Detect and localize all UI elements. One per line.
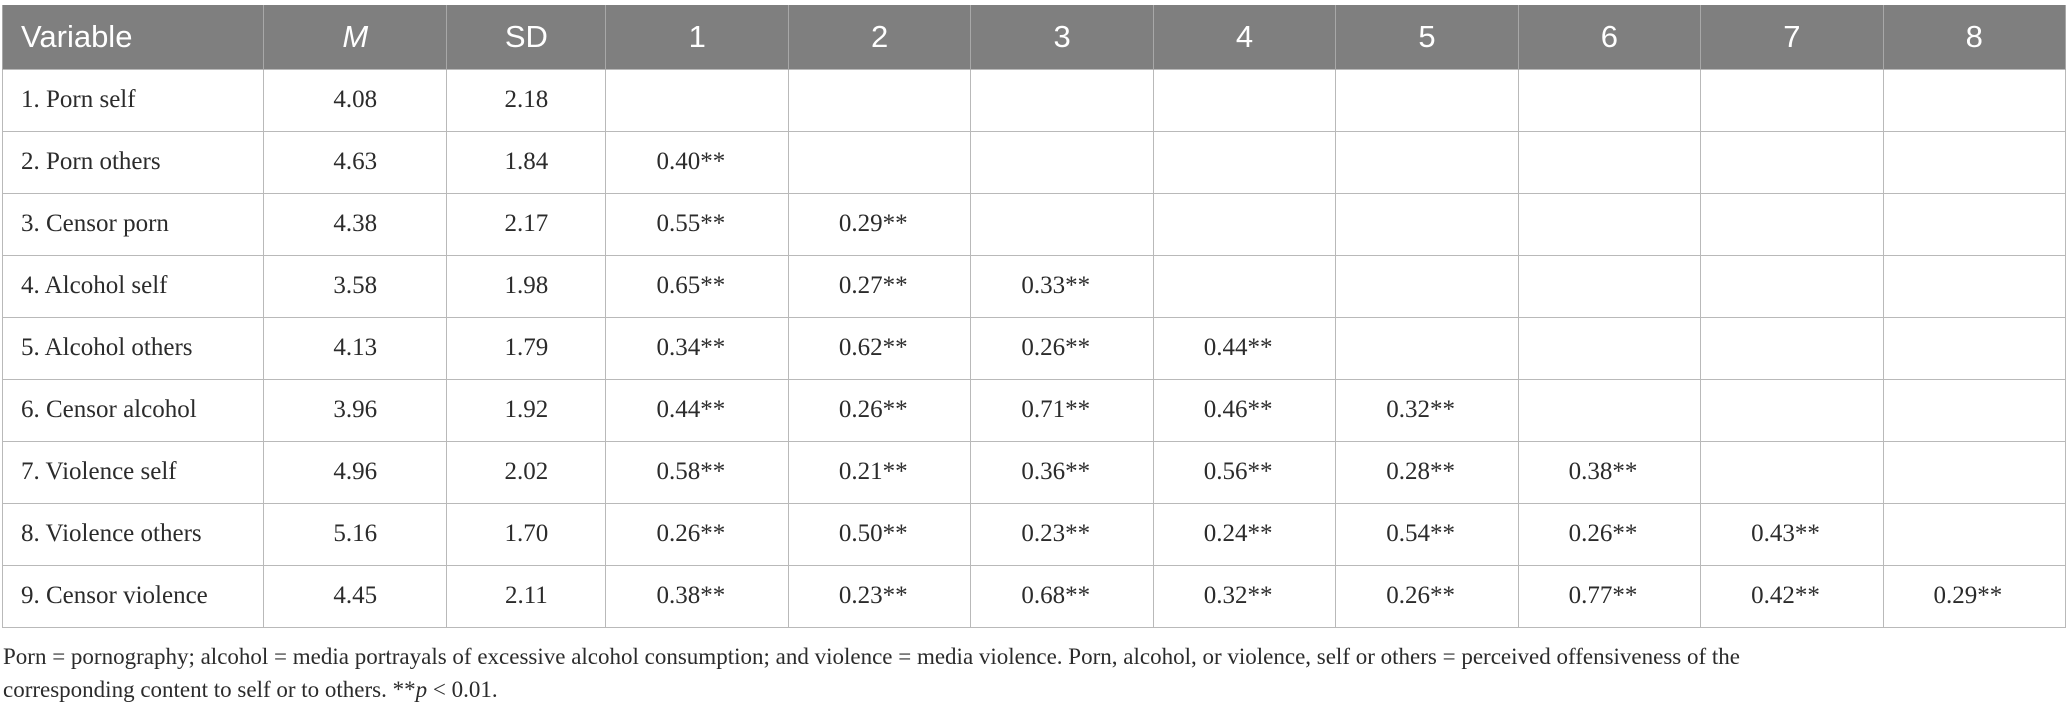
table-row (3, 317, 2066, 379)
correlation-cell: 0.26** (788, 379, 970, 441)
sd-cell: 2.02 (447, 441, 606, 503)
correlation-cell: 0.24** (1153, 503, 1335, 565)
correlation-cell (971, 69, 1153, 131)
correlation-cell: 0.40** (606, 131, 788, 193)
correlation-cell (1518, 131, 1700, 193)
mean-cell: 4.96 (264, 441, 447, 503)
correlation-cell (1153, 131, 1335, 193)
column-header-sd: SD (447, 5, 606, 69)
correlation-cell (1336, 317, 1518, 379)
correlation-cell (1701, 255, 1883, 317)
sd-cell: 1.84 (447, 131, 606, 193)
table-row (3, 441, 2066, 503)
correlation-cell: 0.23** (788, 565, 970, 627)
correlation-cell: 0.62** (788, 317, 970, 379)
column-header-6: 6 (1518, 5, 1700, 69)
mean-cell: 4.08 (264, 69, 447, 131)
correlation-cell: 0.54** (1336, 503, 1518, 565)
mean-cell: 4.45 (264, 565, 447, 627)
table-row (3, 565, 2066, 627)
correlation-cell: 0.71** (971, 379, 1153, 441)
variable-cell: 7. Violence self (3, 441, 264, 503)
column-header-m: M (264, 5, 447, 69)
column-header-4: 4 (1153, 5, 1335, 69)
correlation-cell (1701, 131, 1883, 193)
footnote-line-2 (3, 673, 2043, 706)
variable-cell: 5. Alcohol others (3, 317, 264, 379)
sd-cell: 1.79 (447, 317, 606, 379)
footnote-line-2-end: < 0.01. (427, 677, 498, 702)
correlation-cell: 0.26** (971, 317, 1153, 379)
sd-cell: 1.70 (447, 503, 606, 565)
correlation-cell (788, 69, 970, 131)
correlation-cell: 0.32** (1153, 565, 1335, 627)
correlation-cell (1883, 69, 2065, 131)
mean-cell: 4.63 (264, 131, 447, 193)
variable-cell: 9. Censor violence (3, 565, 264, 627)
correlation-cell (1336, 69, 1518, 131)
correlation-cell: 0.21** (788, 441, 970, 503)
correlation-cell (971, 193, 1153, 255)
variable-cell: 8. Violence others (3, 503, 264, 565)
correlation-cell: 0.44** (1153, 317, 1335, 379)
correlation-table-container (2, 5, 2066, 628)
correlation-cell (1701, 441, 1883, 503)
mean-cell: 4.38 (264, 193, 447, 255)
correlation-cell: 0.38** (606, 565, 788, 627)
correlation-cell (1153, 193, 1335, 255)
column-header-1: 1 (606, 5, 788, 69)
correlation-cell (606, 69, 788, 131)
correlation-cell: 0.34** (606, 317, 788, 379)
table-row (3, 69, 2066, 131)
table-row (3, 255, 2066, 317)
correlation-cell: 0.38** (1518, 441, 1700, 503)
correlation-cell (1518, 379, 1700, 441)
correlation-cell (1518, 193, 1700, 255)
correlation-cell (1883, 503, 2065, 565)
sd-cell: 1.92 (447, 379, 606, 441)
correlation-cell: 0.33** (971, 255, 1153, 317)
mean-cell: 5.16 (264, 503, 447, 565)
column-header-5: 5 (1336, 5, 1518, 69)
correlation-cell: 0.77** (1518, 565, 1700, 627)
correlation-cell (1883, 441, 2065, 503)
table-row (3, 379, 2066, 441)
column-header-2: 2 (788, 5, 970, 69)
correlation-cell: 0.27** (788, 255, 970, 317)
table-row (3, 193, 2066, 255)
correlation-cell (1883, 131, 2065, 193)
column-header-8: 8 (1883, 5, 2065, 69)
correlation-cell: 0.43** (1701, 503, 1883, 565)
correlation-cell (971, 131, 1153, 193)
correlation-cell (1701, 379, 1883, 441)
correlation-cell: 0.36** (971, 441, 1153, 503)
variable-cell: 3. Censor porn (3, 193, 264, 255)
correlation-cell (1336, 255, 1518, 317)
mean-cell: 3.96 (264, 379, 447, 441)
correlation-cell: 0.26** (1518, 503, 1700, 565)
correlation-table (2, 5, 2066, 628)
correlation-cell: 0.44** (606, 379, 788, 441)
mean-cell: 4.13 (264, 317, 447, 379)
correlation-cell: 0.26** (606, 503, 788, 565)
correlation-cell: 0.68** (971, 565, 1153, 627)
correlation-cell: 0.26** (1336, 565, 1518, 627)
correlation-cell (1883, 379, 2065, 441)
correlation-cell: 0.55** (606, 193, 788, 255)
table-body (3, 69, 2066, 627)
footnote-line-2-start: corresponding content to self or to others. ** (3, 677, 416, 702)
correlation-cell (1883, 255, 2065, 317)
correlation-cell: 0.29** (788, 193, 970, 255)
column-header-7: 7 (1701, 5, 1883, 69)
header-row (3, 5, 2066, 69)
variable-cell: 1. Porn self (3, 69, 264, 131)
correlation-cell: 0.32** (1336, 379, 1518, 441)
correlation-cell (1701, 69, 1883, 131)
mean-cell: 3.58 (264, 255, 447, 317)
correlation-cell (1518, 255, 1700, 317)
correlation-cell (1701, 193, 1883, 255)
correlation-cell (1518, 69, 1700, 131)
correlation-cell (788, 131, 970, 193)
sd-cell: 2.18 (447, 69, 606, 131)
variable-cell: 6. Censor alcohol (3, 379, 264, 441)
sd-cell: 1.98 (447, 255, 606, 317)
correlation-cell (1883, 317, 2065, 379)
correlation-cell: 0.56** (1153, 441, 1335, 503)
correlation-cell (1336, 131, 1518, 193)
footnote-p-symbol: p (415, 677, 428, 702)
correlation-cell: 0.50** (788, 503, 970, 565)
sd-cell: 2.17 (447, 193, 606, 255)
correlation-cell (1883, 193, 2065, 255)
correlation-cell: 0.58** (606, 441, 788, 503)
correlation-cell: 0.42** (1701, 565, 1883, 627)
correlation-cell (1153, 255, 1335, 317)
table-footnote (3, 640, 2043, 706)
column-header-3: 3 (971, 5, 1153, 69)
correlation-cell (1336, 193, 1518, 255)
correlation-cell: 0.65** (606, 255, 788, 317)
correlation-cell: 0.28** (1336, 441, 1518, 503)
column-header-variable: Variable (3, 5, 264, 69)
correlation-cell: 0.29** (1883, 565, 2065, 627)
variable-cell: 4. Alcohol self (3, 255, 264, 317)
table-row (3, 131, 2066, 193)
sd-cell: 2.11 (447, 565, 606, 627)
footnote-line-1: Porn = pornography; alcohol = media portrayals of excessive alcohol consumption; and violence = media violence. Porn, alcohol, or violence, self or others = perceived offensiveness of the (3, 644, 1740, 669)
correlation-cell: 0.46** (1153, 379, 1335, 441)
correlation-cell: 0.23** (971, 503, 1153, 565)
correlation-cell (1153, 69, 1335, 131)
correlation-cell (1701, 317, 1883, 379)
correlation-cell (1518, 317, 1700, 379)
variable-cell: 2. Porn others (3, 131, 264, 193)
table-row (3, 503, 2066, 565)
